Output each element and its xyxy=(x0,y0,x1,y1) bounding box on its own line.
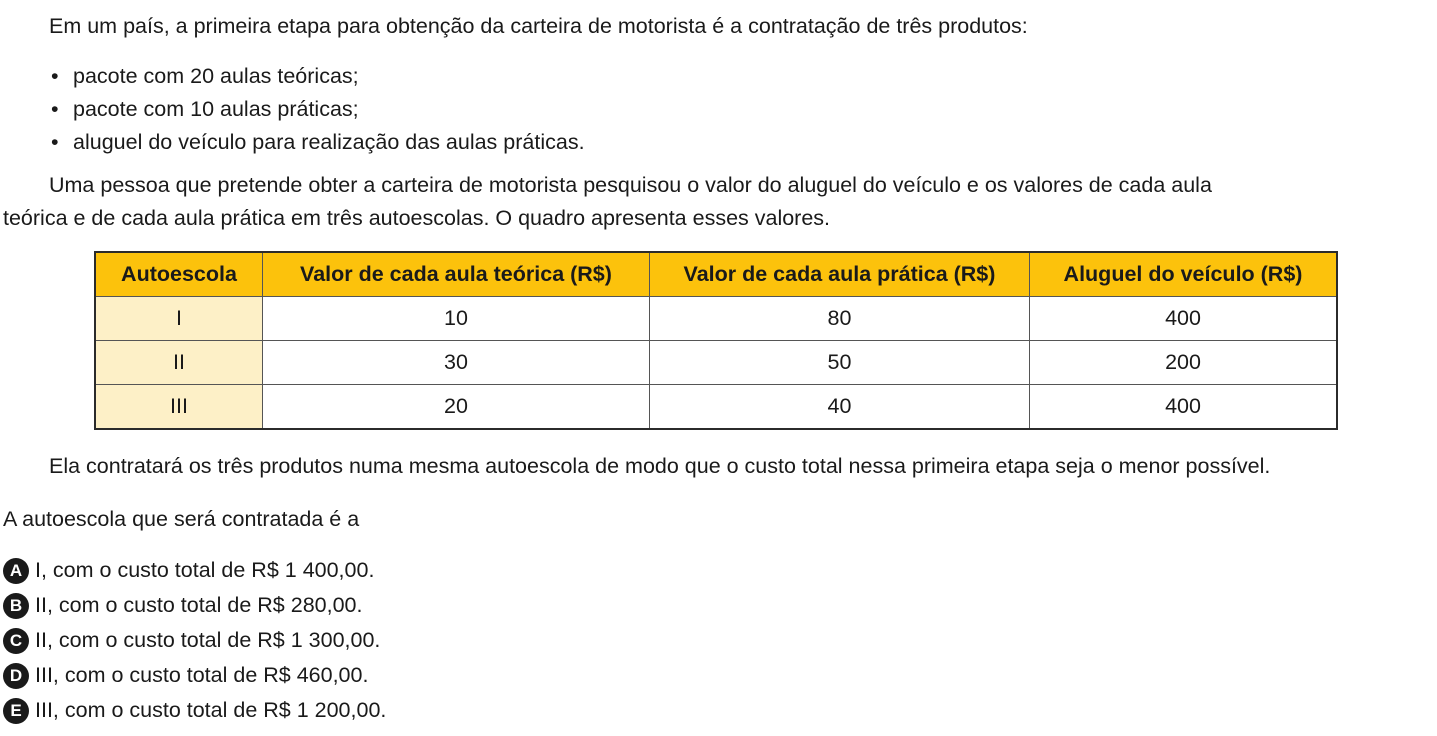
option-letter-badge: B xyxy=(3,593,29,619)
answer-options xyxy=(3,553,386,728)
table-header-row xyxy=(95,252,1337,297)
intro-text: Em um país, a primeira etapa para obtenção da carteira de motorista é a contratação de três produtos: xyxy=(49,14,1028,38)
paragraph-line: teórica e de cada aula prática em três autoescolas. O quadro apresenta esses valores. xyxy=(3,206,831,230)
list-item-text: pacote com 20 aulas teóricas; xyxy=(73,64,359,88)
table-row xyxy=(95,385,1337,430)
option-text: III, com o custo total de R$ 1 200,00. xyxy=(35,698,387,722)
option-letter-badge: A xyxy=(3,558,29,584)
answer-option-e[interactable] xyxy=(3,693,386,728)
answer-option-b[interactable] xyxy=(3,588,386,623)
table-cell: 10 xyxy=(263,297,650,341)
row-header-cell: II xyxy=(95,341,263,385)
option-letter-badge: C xyxy=(3,628,29,654)
table-cell: 20 xyxy=(263,385,650,430)
row-header-cell: III xyxy=(95,385,263,430)
question-stem: A autoescola que será contratada é a xyxy=(3,507,360,531)
price-table xyxy=(94,251,1338,430)
bullet-icon: • xyxy=(51,64,59,88)
table-row xyxy=(95,341,1337,385)
option-text: II, com o custo total de R$ 1 300,00. xyxy=(35,628,381,652)
answer-option-a[interactable] xyxy=(3,553,386,588)
row-header-cell: I xyxy=(95,297,263,341)
option-letter-badge: D xyxy=(3,663,29,689)
bullet-icon: • xyxy=(51,97,59,121)
table-cell: 400 xyxy=(1030,297,1338,341)
list-item xyxy=(50,126,585,159)
table-cell: 30 xyxy=(263,341,650,385)
column-header: Autoescola xyxy=(95,252,263,297)
table-cell: 80 xyxy=(650,297,1030,341)
list-item-text: aluguel do veículo para realização das aulas práticas. xyxy=(73,130,585,154)
product-list xyxy=(50,60,585,159)
table-cell: 40 xyxy=(650,385,1030,430)
paragraph-line: Uma pessoa que pretende obter a carteira de motorista pesquisou o valor do aluguel do veículo e os valores de cada aula xyxy=(49,173,1212,197)
table-cell: 200 xyxy=(1030,341,1338,385)
column-header: Aluguel do veículo (R$) xyxy=(1030,252,1338,297)
bullet-icon: • xyxy=(51,130,59,154)
option-text: I, com o custo total de R$ 1 400,00. xyxy=(35,558,375,582)
table-cell: 400 xyxy=(1030,385,1338,430)
table-cell: 50 xyxy=(650,341,1030,385)
column-header: Valor de cada aula teórica (R$) xyxy=(263,252,650,297)
option-text: III, com o custo total de R$ 460,00. xyxy=(35,663,369,687)
list-item-text: pacote com 10 aulas práticas; xyxy=(73,97,359,121)
option-letter-badge: E xyxy=(3,698,29,724)
list-item xyxy=(50,93,585,126)
answer-option-d[interactable] xyxy=(3,658,386,693)
list-item xyxy=(50,60,585,93)
paragraph-text: Ela contratará os três produtos numa mesma autoescola de modo que o custo total nessa primeira etapa seja o menor possível. xyxy=(49,454,1271,478)
option-text: II, com o custo total de R$ 280,00. xyxy=(35,593,363,617)
answer-option-c[interactable] xyxy=(3,623,386,658)
table-row xyxy=(95,297,1337,341)
column-header: Valor de cada aula prática (R$) xyxy=(650,252,1030,297)
